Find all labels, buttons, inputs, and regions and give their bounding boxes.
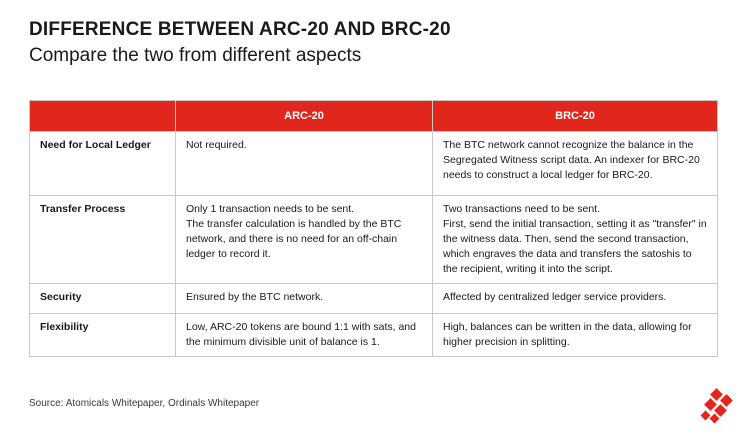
header-cell-brc20: BRC-20 (433, 101, 718, 132)
page-title: DIFFERENCE BETWEEN ARC-20 AND BRC-20 (29, 19, 451, 40)
cell-text: Ensured by the BTC network. (186, 291, 324, 303)
cell-text: Affected by centralized ledger service providers. (443, 291, 667, 303)
brc20-cell (433, 284, 718, 314)
row-label: Security (30, 284, 176, 314)
arc20-cell (176, 284, 433, 314)
source-caption: Source: Atomicals Whitepaper, Ordinals Whitepaper (29, 398, 260, 409)
row-label: Flexibility (30, 314, 176, 357)
table-header-row (30, 101, 718, 132)
table-row-local-ledger (30, 132, 718, 196)
cell-text: The transfer calculation is handled by the BTC network, and there is no need for an off-chain ledger to record it. (186, 218, 402, 260)
cell-text: Not required. (186, 139, 247, 151)
header-cell-empty (30, 101, 176, 132)
arc20-cell (176, 132, 433, 196)
row-label: Need for Local Ledger (30, 132, 176, 196)
cell-text: Only 1 transaction needs to be sent. (186, 203, 355, 215)
row-label: Transfer Process (30, 196, 176, 284)
cell-text: The BTC network cannot recognize the balance in the Segregated Witness script data. An indexer for BRC-20 needs to construct a local ledger for BRC-20. (443, 139, 700, 181)
cell-text: Two transactions need to be sent. (443, 203, 601, 215)
header-cell-arc20: ARC-20 (176, 101, 433, 132)
arc20-cell (176, 196, 433, 284)
red-pixel-logo-icon (698, 386, 738, 426)
brc20-cell (433, 314, 718, 357)
arc20-cell (176, 314, 433, 357)
brc20-cell (433, 132, 718, 196)
page-subtitle: Compare the two from different aspects (29, 45, 362, 66)
table-row-security (30, 284, 718, 314)
table-row-transfer-process (30, 196, 718, 284)
brc20-cell (433, 196, 718, 284)
table-row-flexibility (30, 314, 718, 357)
cell-text: High, balances can be written in the data, allowing for higher precision in splitting. (443, 321, 692, 348)
cell-text: Low, ARC-20 tokens are bound 1:1 with sats, and the minimum divisible unit of balance is 1. (186, 321, 416, 348)
cell-text: First, send the initial transaction, setting it as "transfer" in the witness data. Then, send the second transaction, which engraves the data and transfers the satoshis to the recipient, writing it into the script. (443, 218, 707, 275)
comparison-table (29, 100, 718, 357)
